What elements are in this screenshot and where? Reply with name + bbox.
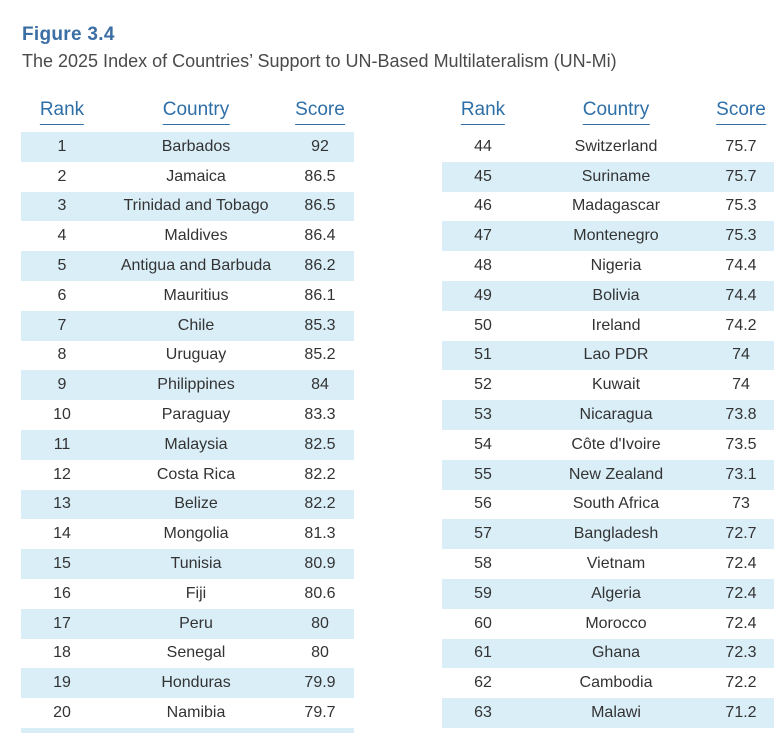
- country-cell: Vietnam: [586, 555, 646, 573]
- rank-cell: 10: [53, 406, 71, 424]
- rank-cell: 11: [53, 435, 71, 453]
- rank-cell: 55: [474, 465, 492, 483]
- rank-cell: 19: [53, 674, 71, 692]
- score-cell: 92: [311, 137, 329, 155]
- rank-cell: 58: [474, 555, 492, 573]
- table-row: [21, 281, 354, 311]
- country-cell: Trinidad and Tobago: [123, 197, 269, 215]
- table-header: [21, 96, 354, 132]
- country-cell: New Zealand: [568, 465, 664, 483]
- country-cell: Philippines: [157, 376, 235, 394]
- rank-cell: 3: [57, 197, 67, 215]
- rank-cell: 4: [57, 227, 67, 245]
- table-row: [442, 221, 774, 251]
- country-cell: Jamaica: [166, 167, 226, 185]
- rank-cell: 14: [53, 525, 71, 543]
- country-cell: Nicaragua: [579, 406, 653, 424]
- score-cell: 73.8: [725, 406, 757, 424]
- rank-cell: 56: [474, 495, 492, 513]
- country-cell: Cambodia: [579, 674, 653, 692]
- score-cell: 72.3: [725, 644, 757, 662]
- table-continuation-band: [21, 728, 354, 733]
- country-cell: Lao PDR: [583, 346, 649, 364]
- table-row: [442, 639, 774, 669]
- table-row: [21, 668, 354, 698]
- table-row: [442, 251, 774, 281]
- table-row: [442, 400, 774, 430]
- table-row: [21, 490, 354, 520]
- score-cell: 86.2: [304, 257, 336, 275]
- table-row: [442, 281, 774, 311]
- country-cell: Nigeria: [590, 257, 642, 275]
- rank-cell: 1: [57, 137, 67, 155]
- figure-label: Figure 3.4: [22, 24, 115, 45]
- country-cell: Kuwait: [591, 376, 641, 394]
- table-row: [442, 430, 774, 460]
- rank-cell: 52: [474, 376, 492, 394]
- country-cell: Morocco: [585, 614, 647, 632]
- score-cell: 86.4: [304, 227, 336, 245]
- rank-cell: 61: [474, 644, 492, 662]
- rank-cell: 2: [57, 167, 67, 185]
- country-cell: Mongolia: [163, 525, 229, 543]
- rank-cell: 46: [474, 197, 492, 215]
- table-row: [21, 698, 354, 728]
- rank-cell: 48: [474, 257, 492, 275]
- score-cell: 79.9: [304, 674, 336, 692]
- country-cell: Barbados: [161, 137, 231, 155]
- rank-cell: 13: [53, 495, 71, 513]
- table-row: [21, 639, 354, 669]
- table-row: [442, 162, 774, 192]
- table-row: [442, 698, 774, 728]
- score-cell: 73: [732, 495, 750, 513]
- table-row: [21, 579, 354, 609]
- rank-cell: 53: [474, 406, 492, 424]
- country-cell: Suriname: [581, 167, 651, 185]
- country-cell: Malawi: [591, 704, 641, 722]
- country-cell: Tunisia: [170, 555, 222, 573]
- country-cell: Bangladesh: [573, 525, 659, 543]
- rank-cell: 45: [474, 167, 492, 185]
- score-cell: 73.1: [725, 465, 757, 483]
- rank-cell: 9: [57, 376, 67, 394]
- table-row: [442, 460, 774, 490]
- table-row: [442, 519, 774, 549]
- rank-cell: 51: [474, 346, 492, 364]
- table-row: [442, 132, 774, 162]
- rank-cell: 47: [474, 227, 492, 245]
- country-cell: Costa Rica: [156, 465, 236, 483]
- score-cell: 86.1: [304, 286, 336, 304]
- score-cell: 82.2: [304, 465, 336, 483]
- score-cell: 75.7: [725, 137, 757, 155]
- table-row: [21, 370, 354, 400]
- country-cell: South Africa: [572, 495, 660, 513]
- table-row: [21, 251, 354, 281]
- table-header: [442, 96, 774, 132]
- country-cell: Antigua and Barbuda: [120, 257, 272, 275]
- table-row: [442, 341, 774, 371]
- score-cell: 80: [311, 644, 329, 662]
- rank-cell: 16: [53, 584, 71, 602]
- table-body: [21, 132, 354, 728]
- table-body: [442, 132, 774, 728]
- table-row: [21, 460, 354, 490]
- country-cell: Belize: [174, 495, 218, 513]
- rank-cell: 17: [53, 614, 71, 632]
- table-row: [21, 341, 354, 371]
- country-cell: Paraguay: [161, 406, 231, 424]
- rank-cell: 15: [53, 555, 71, 573]
- score-cell: 72.4: [725, 614, 757, 632]
- score-cell: 85.2: [304, 346, 336, 364]
- ranking-table-right: [442, 96, 774, 728]
- score-cell: 75.3: [725, 227, 757, 245]
- country-cell: Montenegro: [573, 227, 659, 245]
- country-cell: Bolivia: [592, 286, 640, 304]
- rank-cell: 60: [474, 614, 492, 632]
- score-column-header: Score: [716, 99, 766, 125]
- rank-cell: 5: [57, 257, 67, 275]
- table-row: [442, 490, 774, 520]
- score-cell: 84: [311, 376, 329, 394]
- score-cell: 72.4: [725, 555, 757, 573]
- rank-cell: 54: [474, 435, 492, 453]
- country-column-header: Country: [583, 99, 650, 125]
- score-cell: 80: [311, 614, 329, 632]
- country-column-header: Country: [163, 99, 230, 125]
- rank-cell: 7: [57, 316, 67, 334]
- table-row: [21, 400, 354, 430]
- score-cell: 72.2: [725, 674, 757, 692]
- table-row: [21, 162, 354, 192]
- country-cell: Senegal: [166, 644, 226, 662]
- country-cell: Malaysia: [164, 435, 228, 453]
- table-row: [21, 549, 354, 579]
- score-cell: 73.5: [725, 435, 757, 453]
- country-cell: Maldives: [164, 227, 228, 245]
- score-cell: 72.4: [725, 584, 757, 602]
- score-cell: 80.6: [304, 584, 336, 602]
- rank-cell: 63: [474, 704, 492, 722]
- score-cell: 86.5: [304, 167, 336, 185]
- country-cell: Fiji: [185, 584, 207, 602]
- score-cell: 85.3: [304, 316, 336, 334]
- rank-cell: 62: [474, 674, 492, 692]
- rank-cell: 57: [474, 525, 492, 543]
- ranking-table-left: [21, 96, 354, 728]
- country-cell: Algeria: [591, 584, 641, 602]
- table-row: [442, 579, 774, 609]
- score-cell: 75.7: [725, 167, 757, 185]
- table-row: [21, 609, 354, 639]
- rank-cell: 18: [53, 644, 71, 662]
- score-cell: 82.2: [304, 495, 336, 513]
- country-cell: Ireland: [591, 316, 641, 334]
- table-row: [442, 370, 774, 400]
- rank-cell: 59: [474, 584, 492, 602]
- rank-cell: 49: [474, 286, 492, 304]
- score-cell: 82.5: [304, 435, 336, 453]
- score-cell: 83.3: [304, 406, 336, 424]
- country-cell: Côte d'Ivoire: [571, 435, 661, 453]
- score-cell: 71.2: [725, 704, 757, 722]
- rank-cell: 44: [474, 137, 492, 155]
- score-cell: 74.4: [725, 257, 757, 275]
- country-cell: Ghana: [591, 644, 641, 662]
- rank-column-header: Rank: [40, 99, 84, 125]
- table-row: [21, 430, 354, 460]
- table-row: [21, 221, 354, 251]
- table-row: [442, 549, 774, 579]
- figure-title: The 2025 Index of Countries’ Support to UN-Based Multilateralism (UN-Mi): [22, 51, 617, 71]
- table-row: [442, 609, 774, 639]
- country-cell: Mauritius: [163, 286, 229, 304]
- rank-cell: 6: [57, 286, 67, 304]
- score-cell: 75.3: [725, 197, 757, 215]
- score-column-header: Score: [295, 99, 345, 125]
- country-cell: Namibia: [166, 704, 226, 722]
- rank-cell: 12: [53, 465, 71, 483]
- country-cell: Honduras: [161, 674, 231, 692]
- score-cell: 79.7: [304, 704, 336, 722]
- country-cell: Chile: [177, 316, 215, 334]
- table-row: [21, 132, 354, 162]
- score-cell: 72.7: [725, 525, 757, 543]
- table-row: [442, 311, 774, 341]
- country-cell: Peru: [179, 614, 213, 632]
- table-row: [442, 192, 774, 222]
- table-row: [21, 519, 354, 549]
- score-cell: 81.3: [304, 525, 336, 543]
- score-cell: 74: [732, 346, 750, 364]
- rank-cell: 50: [474, 316, 492, 334]
- rank-cell: 8: [57, 346, 67, 364]
- score-cell: 74.4: [725, 286, 757, 304]
- score-cell: 74: [732, 376, 750, 394]
- table-row: [442, 668, 774, 698]
- table-row: [21, 311, 354, 341]
- country-cell: Madagascar: [571, 197, 661, 215]
- rank-column-header: Rank: [461, 99, 505, 125]
- country-cell: Uruguay: [165, 346, 227, 364]
- score-cell: 80.9: [304, 555, 336, 573]
- rank-cell: 20: [53, 704, 71, 722]
- score-cell: 74.2: [725, 316, 757, 334]
- country-cell: Switzerland: [574, 137, 658, 155]
- score-cell: 86.5: [304, 197, 336, 215]
- table-row: [21, 192, 354, 222]
